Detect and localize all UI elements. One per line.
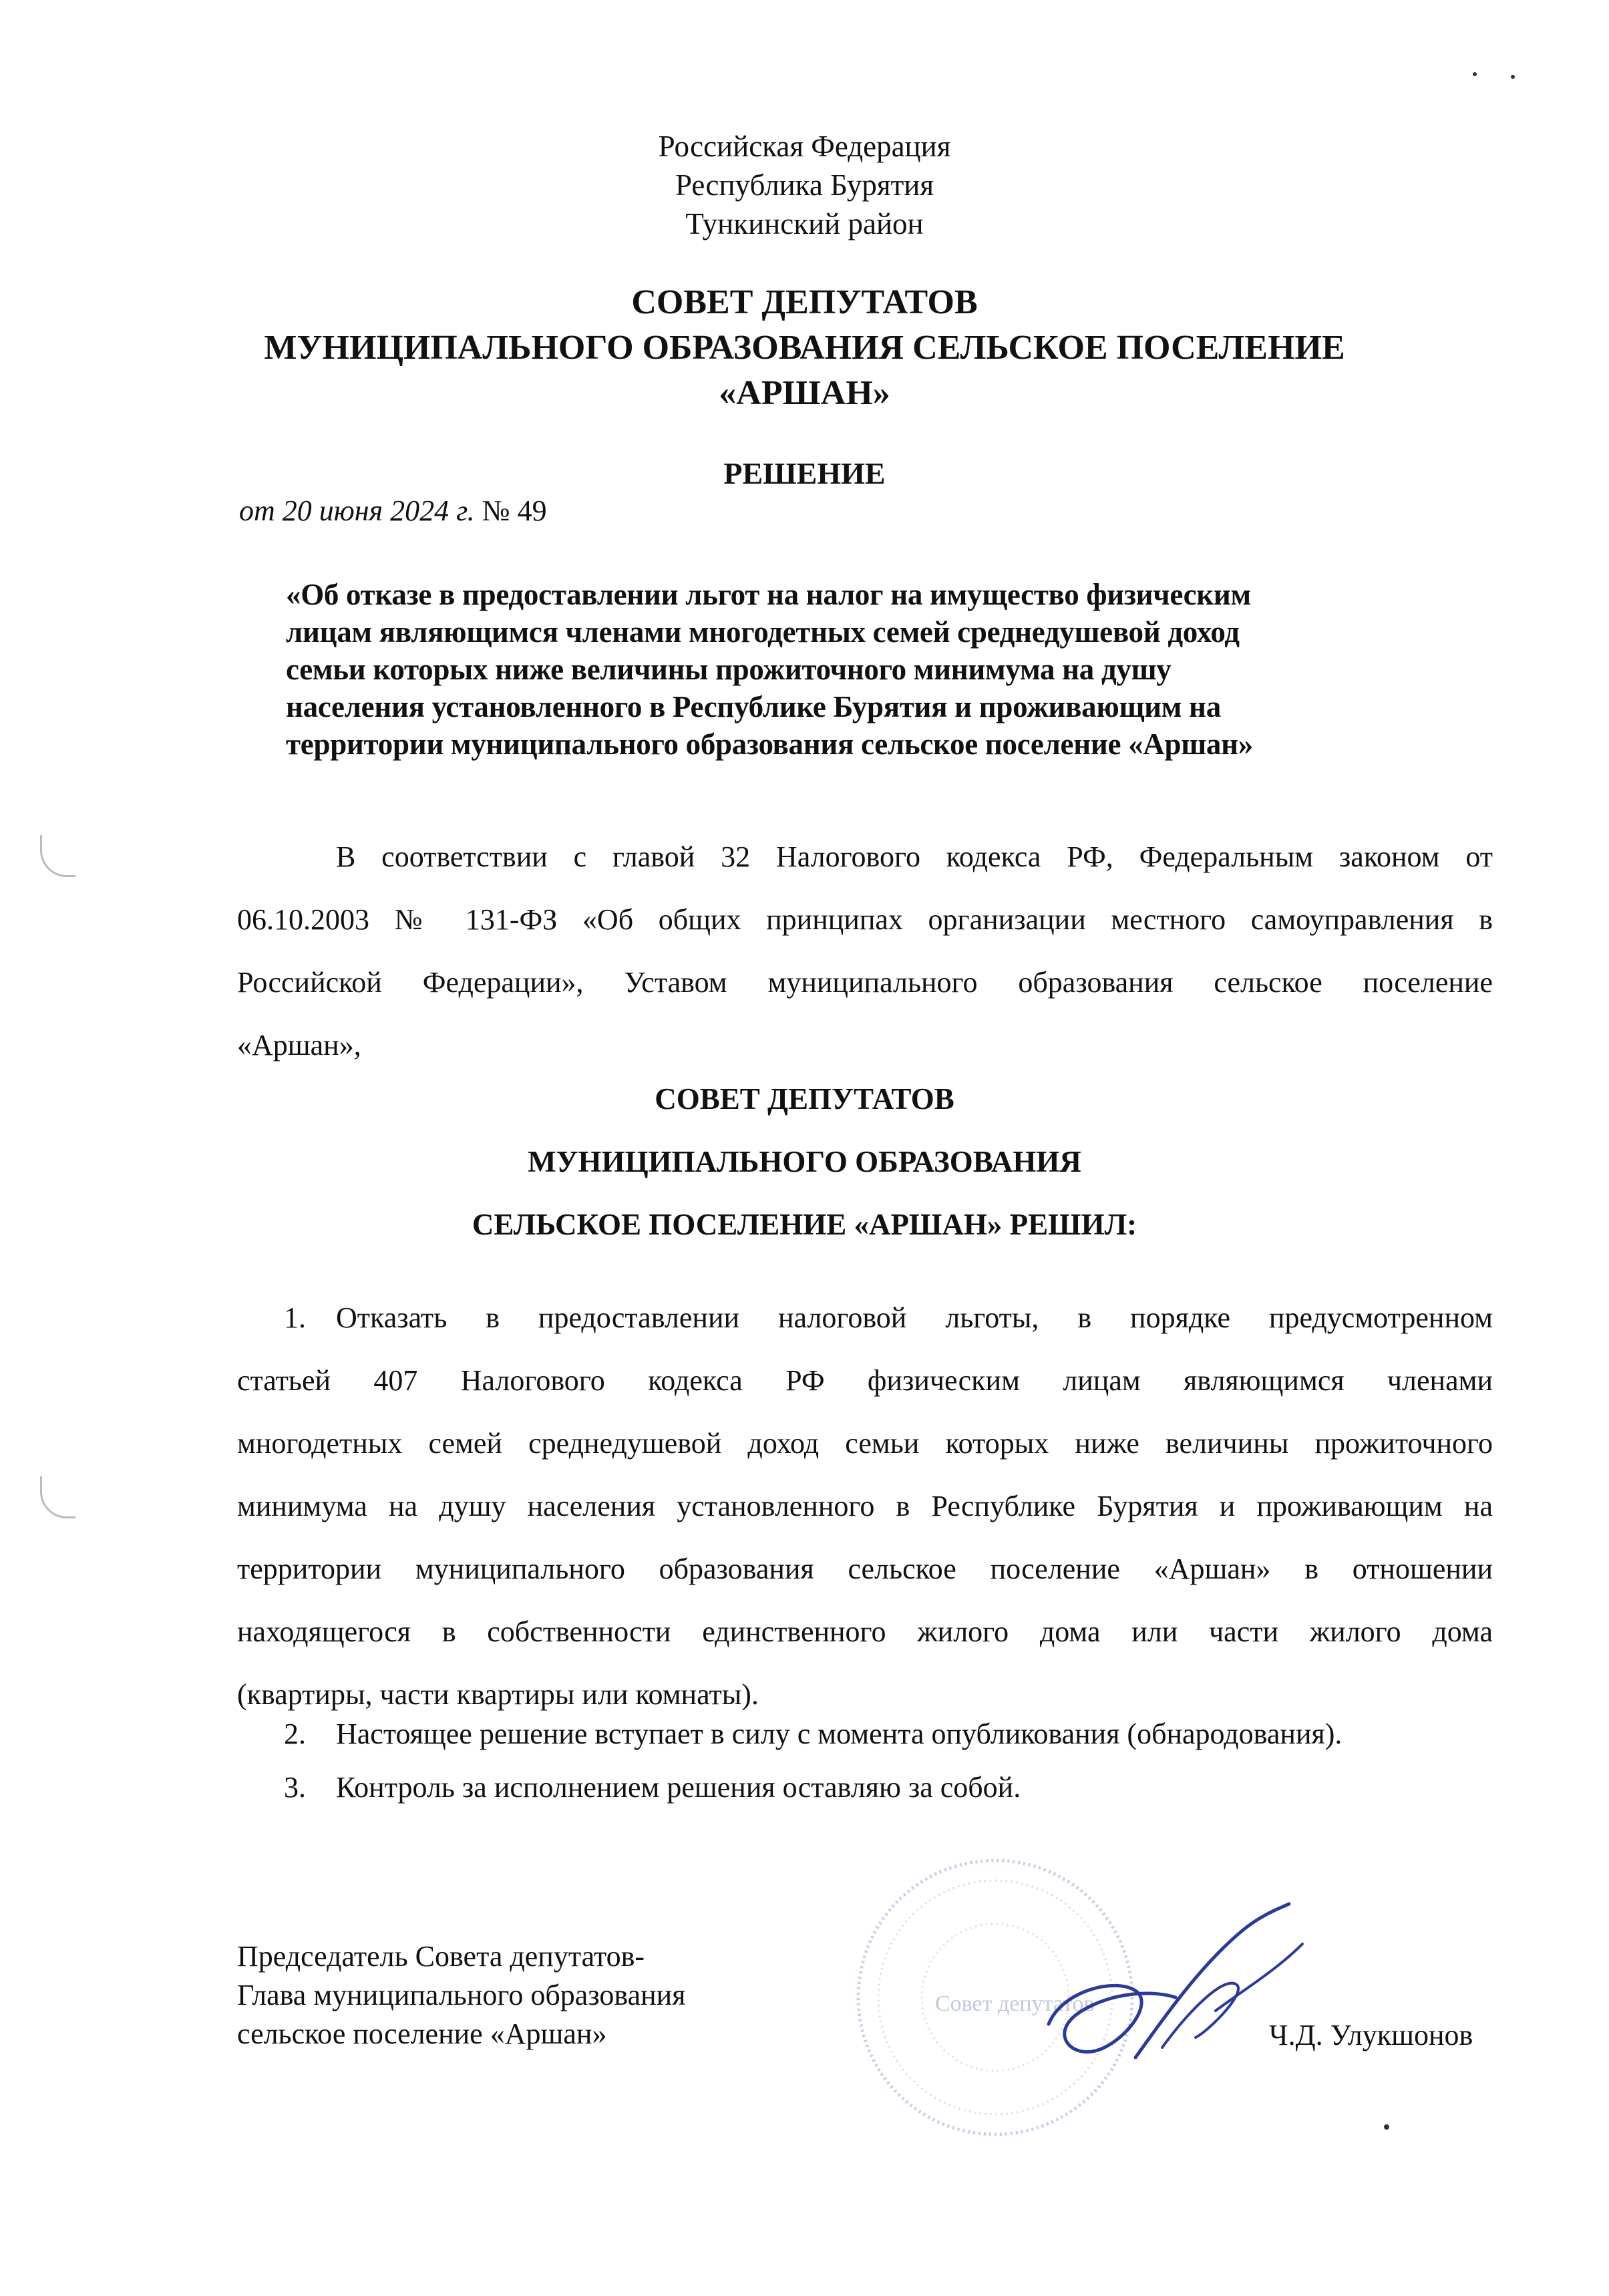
item-line: находящегося в собственности единственного жилого дома или части жилого дома [237, 1615, 1493, 1648]
item-line: статьей 407 Налогового кодекса РФ физическим лицам являющимся членами [237, 1364, 1493, 1397]
decision-subject [286, 576, 1435, 763]
signatory-position-line: Председатель Совета депутатов- [237, 1940, 645, 1973]
item-line: территории муниципального образования сельское поселение «Аршан» в отношении [237, 1552, 1493, 1585]
item-line: минимума на душу населения установленного в Республике Бурятия и проживающим на [237, 1490, 1493, 1522]
item-line: 1. Отказать в предоставлении налоговой льготы, в порядке предусмотренном [237, 1287, 1493, 1349]
signatory-position-line: Глава муниципального образования [237, 1979, 686, 2011]
subject-line: территории муниципального образования сельское поселение «Аршан» [286, 727, 1253, 761]
resolution-heading [0, 1068, 1609, 1256]
signatory-position [237, 1937, 685, 2054]
council-title-line1: СОВЕТ ДЕПУТАТОВ [631, 283, 978, 321]
item-text: Настоящее решение вступает в силу с момента опубликования (обнародования). [336, 1717, 1343, 1750]
preamble-line: 06.10.2003 № 131-ФЗ «Об общих принципах организации местного самоуправления в [237, 903, 1493, 936]
preamble-line: «Аршан», [237, 1029, 361, 1061]
list-item [237, 1761, 1493, 1814]
resolution-heading-line: СОВЕТ ДЕПУТАТОВ [655, 1082, 954, 1116]
handwritten-signature [1022, 1891, 1369, 2091]
subject-line: «Об отказе в предоставлении льгот на налог на имущество физическим [286, 578, 1251, 611]
decision-number: № 49 [482, 494, 547, 527]
subject-line: лицам являющимся членами многодетных семей среднедушевой доход [286, 615, 1240, 649]
item-number: 2. [284, 1717, 306, 1750]
subject-line: семьи которых ниже величины прожиточного минимума на душу [286, 653, 1172, 686]
header-republic: Республика Бурятия [675, 168, 934, 202]
scan-speck [1511, 75, 1515, 79]
scan-speck [1473, 72, 1477, 76]
decision-date-number [239, 492, 547, 530]
list-item [237, 1287, 1493, 1726]
svg-text:Совет депутатов: Совет депутатов [935, 1991, 1095, 2016]
header-country: Российская Федерация [658, 130, 951, 163]
item-line: (квартиры, части квартиры или комнаты). [237, 1678, 759, 1711]
preamble-line: В соответствии с главой 32 Налогового кодекса РФ, Федеральным законом от [336, 840, 1493, 873]
preamble [237, 826, 1493, 1077]
scan-speck [1384, 2124, 1389, 2130]
preamble-line: Российской Федерации», Уставом муниципального образования сельское поселение [237, 966, 1493, 999]
item-number: 3. [284, 1771, 306, 1804]
item-line: многодетных семей среднедушевой доход семьи которых ниже величины прожиточного [237, 1427, 1493, 1460]
council-title-line3: «АРШАН» [719, 374, 890, 412]
resolution-heading-line: СЕЛЬСКОЕ ПОСЕЛЕНИЕ «АРШАН» РЕШИЛ: [472, 1208, 1137, 1241]
header-district: Тункинский район [685, 207, 924, 240]
decision-date: от 20 июня 2024 г. [239, 494, 475, 527]
list-item [237, 1707, 1493, 1761]
punch-hole-shadow [40, 1476, 75, 1518]
council-title-line2: МУНИЦИПАЛЬНОГО ОБРАЗОВАНИЯ СЕЛЬСКОЕ ПОСЕЛЕНИЕ [264, 329, 1345, 367]
item-text: Контроль за исполнением решения оставляю за собой. [336, 1771, 1021, 1804]
decision-title: РЕШЕНИЕ [723, 456, 886, 490]
subject-line: населения установленного в Республике Бурятия и проживающим на [286, 690, 1221, 723]
item-number: 1. [284, 1301, 306, 1334]
resolution-heading-line: МУНИЦИПАЛЬНОГО ОБРАЗОВАНИЯ [528, 1145, 1081, 1178]
punch-hole-shadow [40, 835, 75, 877]
signatory-position-line: сельское поселение «Аршан» [237, 2017, 607, 2050]
signatory-name: Ч.Д. Улукшонов [1269, 2019, 1473, 2052]
